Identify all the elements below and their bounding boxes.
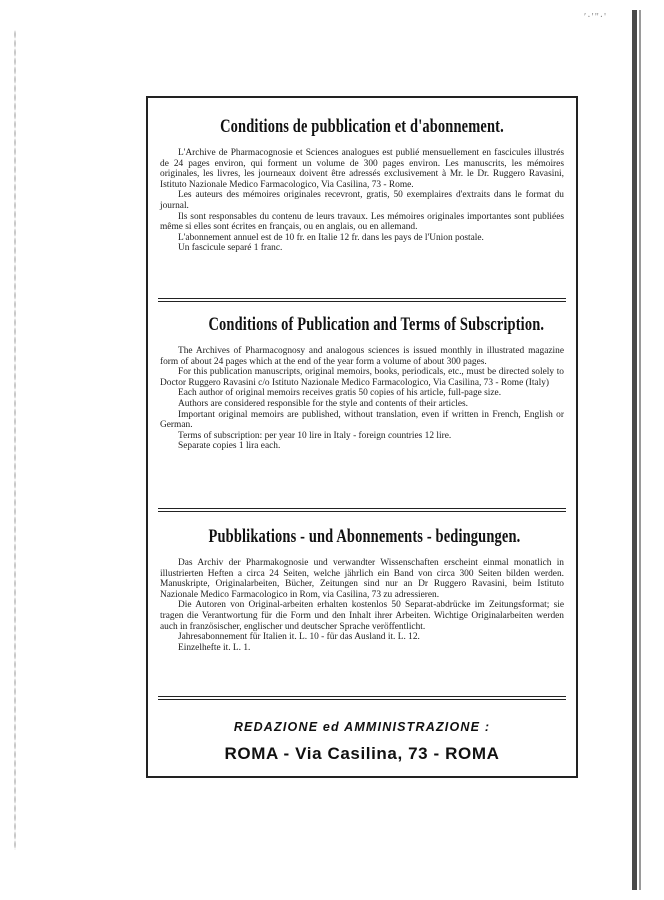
paragraph: Separate copies 1 lira each. (178, 441, 281, 452)
paragraph: L'Archive de Pharmacognosie et Sciences analogues est publié mensuellement en fascicules illustrés de 24 pages environ, qui forment un volume de 300 pages environ. Les manuscrits, les mémoires originales, les livres, les journeaux doivent être adressés exclusivement à Mr. le Dr. Ruggero Ravasini, Istituto Nazionale Medico Farmacologico, Via Casilina, 73 - Rome. (160, 148, 564, 190)
section-french (160, 116, 564, 254)
section-body (160, 558, 564, 653)
scan-margin-dots (14, 30, 16, 850)
scan-corner-mark: ʹ·ʹ"·' (584, 12, 607, 23)
paragraph: Un fascicule separé 1 franc. (178, 243, 283, 254)
paragraph: Important original memoirs are published, without translation, even if written in French, English or German. (160, 409, 564, 431)
paragraph: Ils sont responsables du contenu de leurs travaux. Les mémoires originales importantes sont publiées même si elles sont écrites en français, ou en anglais, ou en allemand. (160, 211, 564, 233)
paragraph: Jahresabonnement für Italien it. L. 10 - für das Ausland it. L. 12. (178, 632, 420, 643)
paragraph: For this publication manuscripts, original memoirs, books, periodicals, etc., must be directed solely to Doctor Ruggero Ravasini c/o Istituto Nazionale Medico Farmacologico, Via Casilina, 73 - Rome (Italy) (160, 367, 564, 388)
section-body (160, 346, 564, 452)
paragraph: Les auteurs des mémoires originales recevront, gratis, 50 exemplaires d'extraits dans le format du journal. (160, 190, 564, 211)
section-title: Pubblikations - und Abonnements - bedingungen. (208, 526, 521, 547)
section-divider (158, 696, 566, 700)
section-german (160, 526, 564, 653)
paragraph: Each author of original memoirs receives gratis 50 copies of his article, full-page size. (178, 388, 502, 399)
paragraph: Das Archiv der Pharmakognosie und verwandter Wissenschaften erscheint einmal monatlich in illustrierten Heften a circa 24 Seiten, welche jährlich ein Band von circa 300 Seiten bilden werden. Manuskripte, Originalarbeiten, Bücher, Zeitungen sind nur an Dr Ruggero Ravasini, beim Istituto Nazionale Medico Farmacologico in Rom, via Casilina, 73 zu adressieren. (160, 558, 564, 600)
paragraph: Authors are considered responsible for the style and contents of their articles. (178, 398, 469, 409)
notice-frame (146, 96, 578, 778)
scan-binding-edge-shadow (639, 10, 641, 890)
section-divider (158, 508, 566, 512)
section-body (160, 148, 564, 254)
section-title: Conditions de pubblication et d'abonnement. (220, 116, 504, 137)
paragraph: L'abonnement annuel est de 10 fr. en Italie 12 fr. dans les pays de l'Union postale. (178, 232, 484, 243)
section-divider (158, 298, 566, 302)
paragraph: Die Autoren von Original-arbeiten erhalten kostenlos 50 Separat-abdrücke im Zeitungsformat; sie tragen die Verantwortung für die Form und den Inhalt ihrer Arbeiten. Wichtige Originalarbeiten werden auch in französischer, englischer und deutscher Sprache veröffentlicht. (160, 600, 564, 632)
scan-binding-edge (632, 10, 637, 890)
section-english (160, 314, 564, 452)
footer-heading: REDAZIONE ed AMMINISTRAZIONE : (233, 720, 491, 734)
footer-address: ROMA - Via Casilina, 73 - ROMA (224, 744, 500, 763)
paragraph: Terms of subscription: per year 10 lire in Italy - foreign countries 12 lire. (178, 430, 452, 441)
paragraph: The Archives of Pharmacognosy and analogous sciences is issued monthly in illustrated magazine form of about 24 pages which at the end of the year form a volume of about 300 pages. (160, 346, 564, 367)
paragraph: Einzelhefte it. L. 1. (178, 642, 251, 653)
section-title: Conditions of Publication and Terms of Subscription. (208, 314, 545, 335)
